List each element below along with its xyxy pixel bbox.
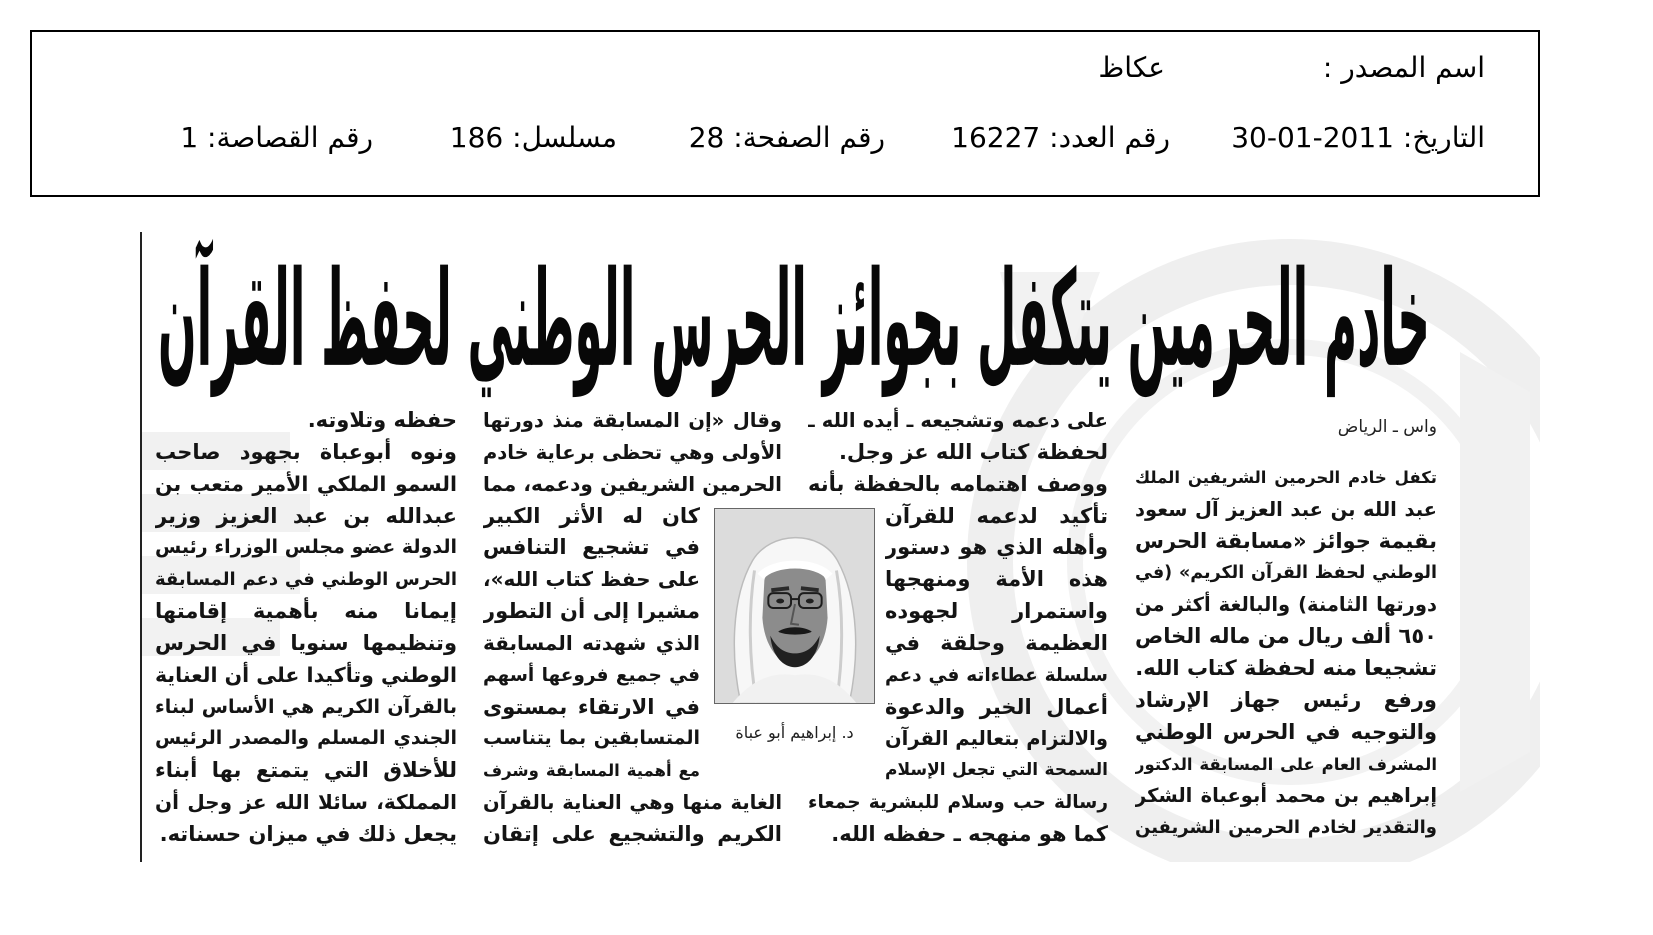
- article-line: هذه الأمة ومنهجها: [885, 567, 1108, 592]
- photo-caption: د. إبراهيم أبو عباة: [735, 723, 854, 742]
- article-line: عبدالله بن عبد العزيز وزير: [155, 503, 457, 528]
- article-line: كان له الأثر الكبير: [483, 503, 700, 528]
- article-line: سلسلة عطاءاته في دعم: [885, 664, 1108, 686]
- article-line: الأولى وهي تحظى برعاية خادم: [483, 440, 782, 464]
- article-line: السمو الملكي الأمير متعب بن: [155, 471, 457, 496]
- article-line: للأخلاق التي يتمتع بها أبناء: [155, 758, 457, 783]
- source-label: اسم المصدر :: [1322, 51, 1485, 84]
- article-line: الحرس الوطني في دعم المسابقة: [155, 569, 457, 591]
- article-line: مشيرا إلى أن التطور: [483, 599, 700, 624]
- article-line: في تشجيع التنافس: [483, 535, 700, 560]
- article-line: الكريم والتشجيع على إتقان: [483, 821, 782, 846]
- article-line: إيمانا منه بأهمية إقامتها: [155, 599, 457, 624]
- issue-number-field: رقم العدد: 16227: [951, 121, 1170, 154]
- article-line: في جميع فروعها أسهم: [483, 664, 700, 686]
- article-line: الوطني وتأكيدا على أن العناية: [155, 662, 457, 687]
- article-line: رسالة حب وسلام للبشرية جمعاء: [808, 792, 1108, 814]
- article-line: عبد الله بن عبد العزيز آل سعود: [1135, 497, 1437, 521]
- serial-number-field: مسلسل: 186: [449, 121, 617, 154]
- article-line: الوطني لحفظ القرآن الكريم» (في: [1135, 562, 1437, 583]
- article-line: إبراهيم بن محمد أبوعباة الشكر: [1135, 784, 1437, 808]
- portrait-photo: [714, 508, 875, 704]
- article-line: السمحة التي تجعل الإسلام: [885, 760, 1108, 781]
- article-line: بقيمة جوائز «مسابقة الحرس: [1135, 528, 1437, 553]
- article-line: المملكة، سائلا الله عز وجل أن: [155, 790, 457, 815]
- article-line: الحرمين الشريفين ودعمه، مما: [483, 471, 782, 496]
- article-line: وأهله الذي هو دستور: [885, 535, 1108, 560]
- article-line: دورتها الثامنة) والبالغة أكثر من: [1135, 593, 1437, 617]
- article-line: العظيمة وحلقة في: [885, 630, 1108, 655]
- article-line: والالتزام بتعاليم القرآن: [885, 727, 1108, 751]
- article-line: مع أهمية المسابقة وشرف: [483, 761, 700, 781]
- article-column-4: [155, 405, 457, 851]
- article-line: حفظه وتلاوته.: [307, 408, 457, 432]
- headline-text: خادم الحرمين يتكفل بجوائز الحرس الوطني لحفظ القرآن: [158, 242, 1430, 397]
- article-line: ووصف اهتمامه بالحفظة بأنه: [808, 471, 1108, 496]
- article-headline: [158, 242, 1430, 397]
- article-line: أعمال الخير والدعوة: [885, 694, 1108, 719]
- column-rule: [140, 232, 142, 862]
- article-line: وتنظيمها سنويا في الحرس: [155, 630, 457, 655]
- article-line: المتسابقين بما يتناسب: [483, 727, 700, 750]
- clip-number-field: رقم القصاصة: 1: [180, 121, 373, 154]
- article-line: الذي شهدته المسابقة: [483, 630, 700, 655]
- article-line: بالقرآن الكريم هي الأساس لبناء: [155, 695, 457, 718]
- date-field: التاريخ: 2011-01-30: [1231, 121, 1485, 154]
- article-line: والتقدير لخادم الحرمين الشريفين: [1135, 817, 1437, 839]
- source-name: عكاظ: [1098, 51, 1165, 84]
- article-line: كما هو منهجه ـ حفظه الله.: [831, 821, 1108, 846]
- article-line: لحفظة كتاب الله عز وجل.: [838, 439, 1108, 464]
- article-line: وقال «إن المسابقة منذ دورتها: [483, 409, 782, 432]
- article-line: في الارتقاء بمستوى: [483, 694, 700, 719]
- article-line: تأكيد لدعمه للقرآن: [885, 503, 1108, 528]
- article-line: واستمرار لجهوده: [885, 599, 1108, 624]
- source-info-box: [30, 30, 1540, 197]
- portrait-image: [715, 509, 874, 703]
- article-line: ٦٥٠ ألف ريال من ماله الخاص: [1135, 624, 1437, 649]
- article-column-1: [1135, 462, 1437, 844]
- article-line: والتوجيه في الحرس الوطني: [1135, 719, 1437, 744]
- article-line: تشجيعا منه لحفظة كتاب الله.: [1135, 656, 1437, 681]
- article-line: المشرف العام على المسابقة الدكتور: [1135, 754, 1437, 774]
- article-line: الدولة عضو مجلس الوزراء رئيس: [155, 536, 457, 559]
- article-line: الجندي المسلم والمصدر الرئيس: [155, 727, 457, 750]
- article-line: على حفظ كتاب الله»،: [483, 567, 700, 592]
- page-number-field: رقم الصفحة: 28: [688, 121, 885, 154]
- article-line: تكفل خادم الحرمين الشريفين الملك: [1135, 468, 1437, 487]
- article-line: يجعل ذلك في ميزان حسناته.: [159, 821, 457, 846]
- article-line: على دعمه وتشجيعه ـ أيده الله ـ: [808, 409, 1108, 432]
- article-line: الغاية منها وهي العناية بالقرآن: [483, 791, 782, 815]
- dateline: واس ـ الرياض: [1337, 417, 1437, 437]
- article-line: ورفع رئيس جهاز الإرشاد: [1135, 687, 1437, 712]
- article-line: ونوه أبوعباة بجهود صاحب: [155, 439, 457, 464]
